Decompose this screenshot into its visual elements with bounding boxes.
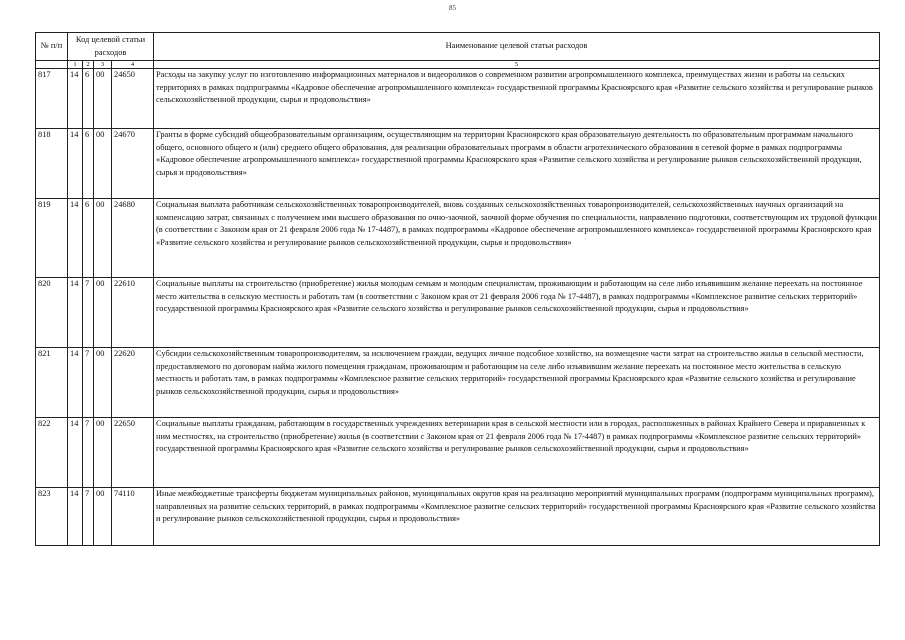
code-part-4: 22650 xyxy=(112,418,154,488)
code-part-3: 00 xyxy=(94,69,112,129)
subheader-1: 1 xyxy=(68,61,83,69)
budget-table xyxy=(35,32,880,546)
table-row xyxy=(36,488,880,546)
subheader-4: 4 xyxy=(112,61,154,69)
code-part-4: 22610 xyxy=(112,278,154,348)
code-part-2: 6 xyxy=(83,129,94,199)
code-part-3: 00 xyxy=(94,199,112,278)
expense-description: Расходы на закупку услуг по изготовлению информационных материалов и видеороликов о современном развитии агропромышленного комплекса, преимуществах жизни и работы на сельских территориях в рамках подпрограммы «Кадровое обеспечение агропромышленного комплекса» государственной программы Красноярского края «Развитие сельского хозяйства и регулирование рынков сельскохозяйственной продукции, сырья и продовольствия» xyxy=(154,69,880,129)
code-part-2: 7 xyxy=(83,418,94,488)
code-part-1: 14 xyxy=(68,129,83,199)
code-part-4: 24680 xyxy=(112,199,154,278)
subheader-2: 2 xyxy=(83,61,94,69)
table-row xyxy=(36,199,880,278)
code-part-2: 6 xyxy=(83,199,94,278)
expense-description: Гранты в форме субсидий общеобразовательным организациям, осуществляющим на территории Красноярского края образовательную деятельность по образовательным программам начального общего, основного общего и (или) среднего общего образования, для реализации образовательных программ в области агротехнического образования в сетевой форме в рамках подпрограммы «Кадровое обеспечение агропромышленного комплекса» государственной программы Красноярского края «Развитие сельского хозяйства и регулирование рынков сельскохозяйственной продукции, сырья и продовольствия» xyxy=(154,129,880,199)
code-part-4: 24670 xyxy=(112,129,154,199)
code-part-2: 7 xyxy=(83,488,94,546)
expense-description: Социальные выплаты на строительство (приобретение) жилья молодым семьям и молодым специалистам, проживающим и работающим на селе либо изъявившим желание переехать на постоянное место жительства в сельскую местность и работать там (в соответствии с Законом края от 21 февраля 2006 года № 17-4487), в рамках подпрограммы «Комплексное развитие сельских территорий» государственной программы Красноярского края «Развитие сельского хозяйства и регулирование рынков сельскохозяйственной продукции, сырья и продовольствия» xyxy=(154,278,880,348)
table-row xyxy=(36,348,880,418)
subheader-3: 3 xyxy=(94,61,112,69)
subheader-5: 5 xyxy=(154,61,880,69)
table-row xyxy=(36,129,880,199)
table-row xyxy=(36,418,880,488)
code-part-1: 14 xyxy=(68,418,83,488)
row-number: 821 xyxy=(36,348,68,418)
expense-description: Социальная выплата работникам сельскохозяйственных товаропроизводителей, вновь созданных сельскохозяйственных товаропроизводителей, сельскохозяйственных научных организаций на компенсацию затрат, связанных с получением ими высшего образования по очно-заочной, заочной форме обучения по специальности, направлению подготовки, соответствующим их трудовой функции (в соответствии с Законом края от 21 февраля 2006 года № 17-4487), в рамках подпрограммы «Кадровое обеспечение агропромышленного комплекса» государственной программы Красноярского края «Развитие сельского хозяйства и регулирование рынков сельскохозяйственной продукции, сырья и продовольствия» xyxy=(154,199,880,278)
table-header-row xyxy=(36,33,880,61)
table-row xyxy=(36,69,880,129)
page-number: 85 xyxy=(449,4,456,12)
expense-description: Иные межбюджетные трансферты бюджетам муниципальных районов, муниципальных округов края на реализацию мероприятий муниципальных программ (подпрограмм муниципальных программ), направленных на развитие сельских территорий, в рамках подпрограммы «Комплексное развитие сельских территорий» государственной программы Красноярского края «Развитие сельского хозяйства и регулирование рынков сельскохозяйственной продукции, сырья и продовольствия» xyxy=(154,488,880,546)
code-part-4: 74110 xyxy=(112,488,154,546)
expense-description: Субсидии сельскохозяйственным товаропроизводителям, за исключением граждан, ведущих личное подсобное хозяйство, на возмещение части затрат на строительство жилья в сельской местности, предоставляемого по договорам найма жилого помещения гражданам, проживающим и работающим на селе либо изъявившим желание переехать на постоянное место жительства в сельскую местность и работать там, в рамках подпрограммы «Комплексное развитие сельских территорий» государственной программы Красноярского края «Развитие сельского хозяйства и регулирование рынков сельскохозяйственной продукции, сырья и продовольствия» xyxy=(154,348,880,418)
row-number: 817 xyxy=(36,69,68,129)
code-part-2: 7 xyxy=(83,278,94,348)
code-part-1: 14 xyxy=(68,488,83,546)
table-subheader-row xyxy=(36,61,880,69)
row-number: 822 xyxy=(36,418,68,488)
code-part-1: 14 xyxy=(68,199,83,278)
row-number: 819 xyxy=(36,199,68,278)
header-name: Наименование целевой статьи расходов xyxy=(154,33,880,61)
code-part-3: 00 xyxy=(94,278,112,348)
row-number: 823 xyxy=(36,488,68,546)
table-row xyxy=(36,278,880,348)
code-part-3: 00 xyxy=(94,488,112,546)
subheader-empty xyxy=(36,61,68,69)
expense-description: Социальные выплаты гражданам, работающим в государственных учреждениях ветеринарии края в сельской местности или в городах, расположенных в районах Крайнего Севера и приравненных к ним местностях, на строительство (приобретение) жилья (в соответствии с Законом края от 21 февраля 2006 года № 17-4487) в рамках подпрограммы «Комплексное развитие сельских территорий» государственной программы Красноярского края «Развитие сельского хозяйства и регулирование рынков сельскохозяйственной продукции, сырья и продовольствия» xyxy=(154,418,880,488)
code-part-4: 24650 xyxy=(112,69,154,129)
code-part-4: 22620 xyxy=(112,348,154,418)
row-number: 820 xyxy=(36,278,68,348)
header-code: Код целевой статьи расходов xyxy=(68,33,154,61)
code-part-3: 00 xyxy=(94,348,112,418)
code-part-1: 14 xyxy=(68,348,83,418)
code-part-3: 00 xyxy=(94,129,112,199)
code-part-2: 6 xyxy=(83,69,94,129)
code-part-2: 7 xyxy=(83,348,94,418)
header-number: № п/п xyxy=(36,33,68,61)
code-part-1: 14 xyxy=(68,278,83,348)
row-number: 818 xyxy=(36,129,68,199)
code-part-1: 14 xyxy=(68,69,83,129)
code-part-3: 00 xyxy=(94,418,112,488)
